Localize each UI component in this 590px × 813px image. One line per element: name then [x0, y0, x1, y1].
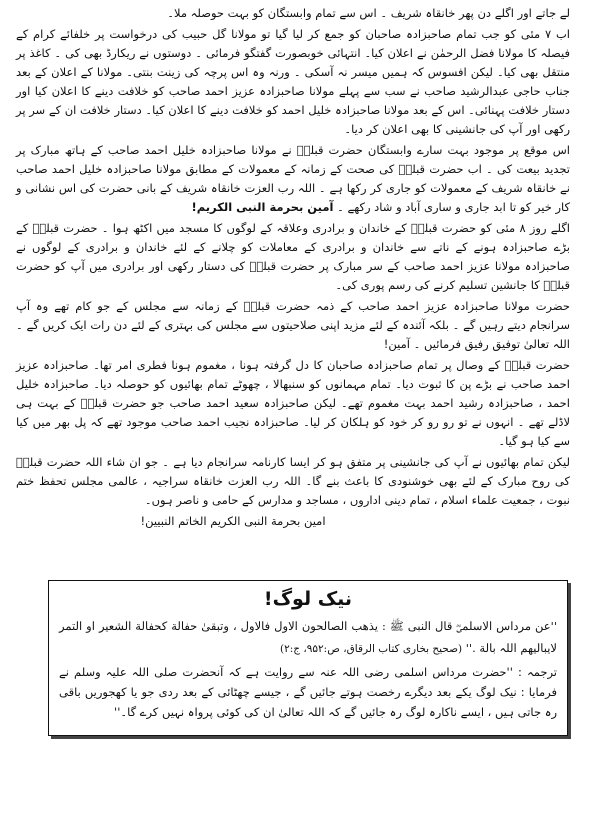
inline-blessing: آمین بحرمة النبی الکریم!	[191, 200, 334, 214]
hadith-arabic-text	[59, 615, 557, 660]
closing-blessing: امین بحرمة النبی الکریم الخاتم النبیین!	[140, 514, 326, 528]
hadith-translation: ترجمہ : ''حضرت مرداس اسلمی رضی اللہ عنہ سے روایت ہے کہ آنحضرت صلی اللہ علیہ وسلم نے فرمایا : نیک لوگ یکے بعد دیگرے رخصت ہوتے جائیں گے ، جیسے چھٹائی کے بعد ردی جو یا کھجوریں باقی رہ جاتی ہیں ، ایسے ناکارہ لوگ رہ جائیں گے کہ اللہ تعالیٰ ان کی کوئی پرواہ نہیں کرے گا۔''	[59, 665, 557, 719]
paragraph-text: اس موقع پر موجود بہت سارے وابستگان حضرت قبلہؒ نے مولانا صاحبزادہ خلیل احمد صاحب کے ہاتھ مبارک پر تجدید بیعت کی ۔ اب حضرت قبلہؒ کی صحت کے زمانہ کے معمولات کے مطابق مولانا صاحبزادہ خلیل احمد صاحب نے خانقاہ شریف کے معمولات کو جاری کر رکھا ہے ۔ اللہ رب العزت خانقاہ شریف کے بانی حضرت کی اس نشانی و کار خیر کو تا ابد جاری و ساری آباد و شاد رکھے ۔	[16, 143, 570, 214]
hadith-box	[48, 580, 568, 736]
paragraph: حضرت قبلہؒ کے وصال پر تمام صاحبزادہ صاحبان کا دل گرفتہ ہونا ، مغموم ہونا فطری امر تھا۔ صاحبزادہ عزیز احمد صاحب نے بڑے پن کا ثبوت دیا۔ تمام مہمانوں کو سنبھالا ، چھوٹے تمام بھائیوں کو حوصلہ دیا۔ صاحبزادہ خلیل احمد ، صاحبزادہ رشید احمد بہت مغموم تھے۔ لیکن صاحبزادہ سعید احمد صاحب جو حضرت قبلہؒ کے بہت ہی لاڈلے تھے ۔ انہوں نے تو رو رو کر خود کو ہلکان کر لیا۔ صاحبزادہ نجیب احمد صاحب موجود تھے کہ پل بھر میں کیا سے کیا ہو گیا۔	[16, 358, 570, 448]
paragraph	[16, 141, 570, 217]
paragraph: لیکن تمام بھائیوں نے آپ کی جانشینی پر متفق ہو کر ایسا کارنامہ سرانجام دیا ہے ۔ جو ان شاء اللہ حضرت قبلہؒ کی روح مبارک کے لئے بھی خوشنودی کا باعث بنے گا۔ اللہ رب العزت خانقاہ سراجیہ ، عالمی مجلس تحفظ ختم نبوت ، جمعیت علماء اسلام ، تمام دینی اداروں ، مساجد و مدارس کے حامی و ناصر ہوں۔	[16, 455, 570, 507]
paragraph: اگلے روز ۸ مئی کو حضرت قبلہؒ کے خاندان و برادری وعلاقہ کے لوگوں کا مسجد میں اکٹھ ہوا ۔ حضرت قبلہؒ کے بڑے صاحبزادہ ہونے کے ناتے سے خاندان و برادری کے معاملات کو چلانے کے لئے خاندان و برادری کے لوگوں نے صاحبزادہ مولانا عزیز احمد صاحب کے سر مبارک پر حضرت قبلہؒ کی دستار رکھی اور برادری میں آپ کو حضرت قبلہؒ کا جانشین تسلیم کرنے کی رسم پوری کی۔	[16, 221, 570, 292]
hadith-arabic: ''عن مرداس الاسلمیؓ قال النبی ﷺ : یذھب الصالحون الاول فالاول ، وتبقیٰ حفالة کحفالة الشعیر او التمر لایبالیھم اللہ بالة .''	[59, 619, 557, 655]
paragraph: حضرت مولانا صاحبزادہ عزیز احمد صاحب کے ذمہ حضرت قبلہؒ کے زمانہ سے مجلس کے جو کام تھے وہ آپ سرانجام دیتے رہیں گے ۔ بلکہ آئندہ کے لئے مزید اپنی صلاحیتوں سے مجلس کی بہتری کے لئے دن رات ایک کریں گے ۔ اللہ تعالیٰ توفیق رفیق فرمائیں ۔ آمین!	[16, 299, 570, 351]
hadith-reference: (صحیح بخاری کتاب الرقاق، ص:۹۵۲، ج:۲)	[279, 643, 463, 655]
article-body	[16, 4, 570, 531]
paragraph: اب ۷ مئی کو جب تمام صاحبزادہ صاحبان کو جمع کر لیا گیا تو مولانا گل حبیب کی درخواست پر خلفائے کرام کے فیصلہ کا مولانا فضل الرحمٰن نے اعلان کیا۔ انتہائی خوبصورت گفتگو فرمائی ۔ دوستوں نے ریکارڈ بھی کی ۔ کاغذ پر منتقل بھی کیا۔ لیکن افسوس کہ ہمیں میسر نہ آسکی ۔ ورنہ وہ اس پرچہ کی زینت بنتی۔ مولانا کے اعلان کے بعد جناب حاجی عبدالرشید صاحب نے سب سے پہلے مولانا صاحبزادہ عزیز احمد صاحب کو خلافت دینے کا اعلان کیا اور دستار خلافت پہنائی۔ اس کے بعد مولانا صاحبزادہ خلیل احمد کو خلافت دینے کا اعلان کیا۔ دستار خلافت ان کے سر پر رکھی اور آپ کی جانشینی کا بھی اعلان کر دیا۔	[16, 27, 570, 136]
hadith-box-title: نیک لوگ!	[263, 588, 353, 610]
paragraph: لے جاتے اور اگلے دن پھر خانقاہ شریف ۔ اس سے تمام وابستگان کو بہت حوصلہ ملا۔	[167, 6, 570, 20]
